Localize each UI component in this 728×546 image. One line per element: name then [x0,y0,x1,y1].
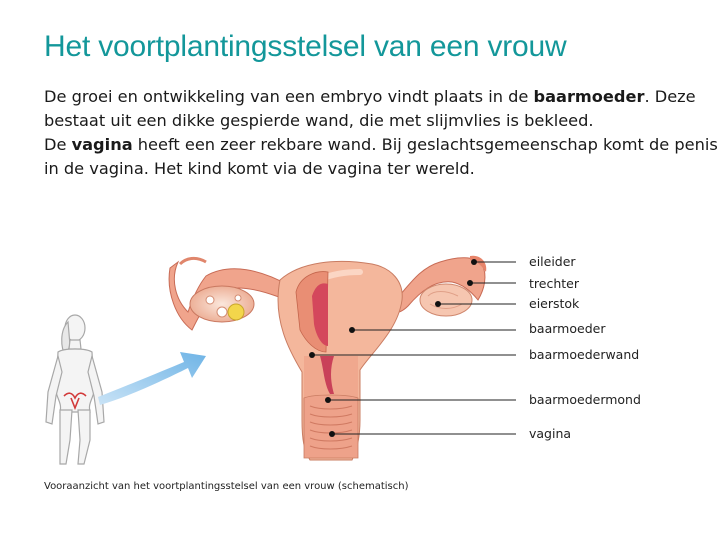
paragraph-uterus-text-1: De groei en ontwikkeling van een embryo vindt plaats in de [44,87,534,106]
figure-caption: Vooraanzicht van het voortplantingsstelsel van een vrouw (schematisch) [44,481,409,492]
zoom-arrow [98,352,206,405]
paragraph-uterus-text-2: . Deze bestaat uit een dikke gespierde wand, die met slijmvlies is bekleed. [44,87,696,130]
label-eileider: eileider [529,254,576,269]
label-trechter: trechter [529,276,579,291]
term-vagina: vagina [71,135,133,154]
uterus-illustration [169,256,486,460]
label-vagina: vagina [529,426,572,441]
label-baarmoederwand: baarmoederwand [529,347,640,362]
label-eierstok: eierstok [529,296,580,311]
label-baarmoeder: baarmoeder [529,321,606,336]
page-title: Het voortplantingsstelsel van een vrouw [44,30,567,63]
paragraph-vagina-text-2: heeft een zeer rekbare wand. Bij geslachtsgemeenschap komt de penis in de vagina. Het kind komt via de vagina ter wereld. [44,135,718,178]
paragraph-vagina-text-1: De [44,135,72,154]
female-figure [46,315,104,464]
label-baarmoedermond: baarmoedermond [529,392,641,407]
term-baarmoeder: baarmoeder [533,87,645,106]
